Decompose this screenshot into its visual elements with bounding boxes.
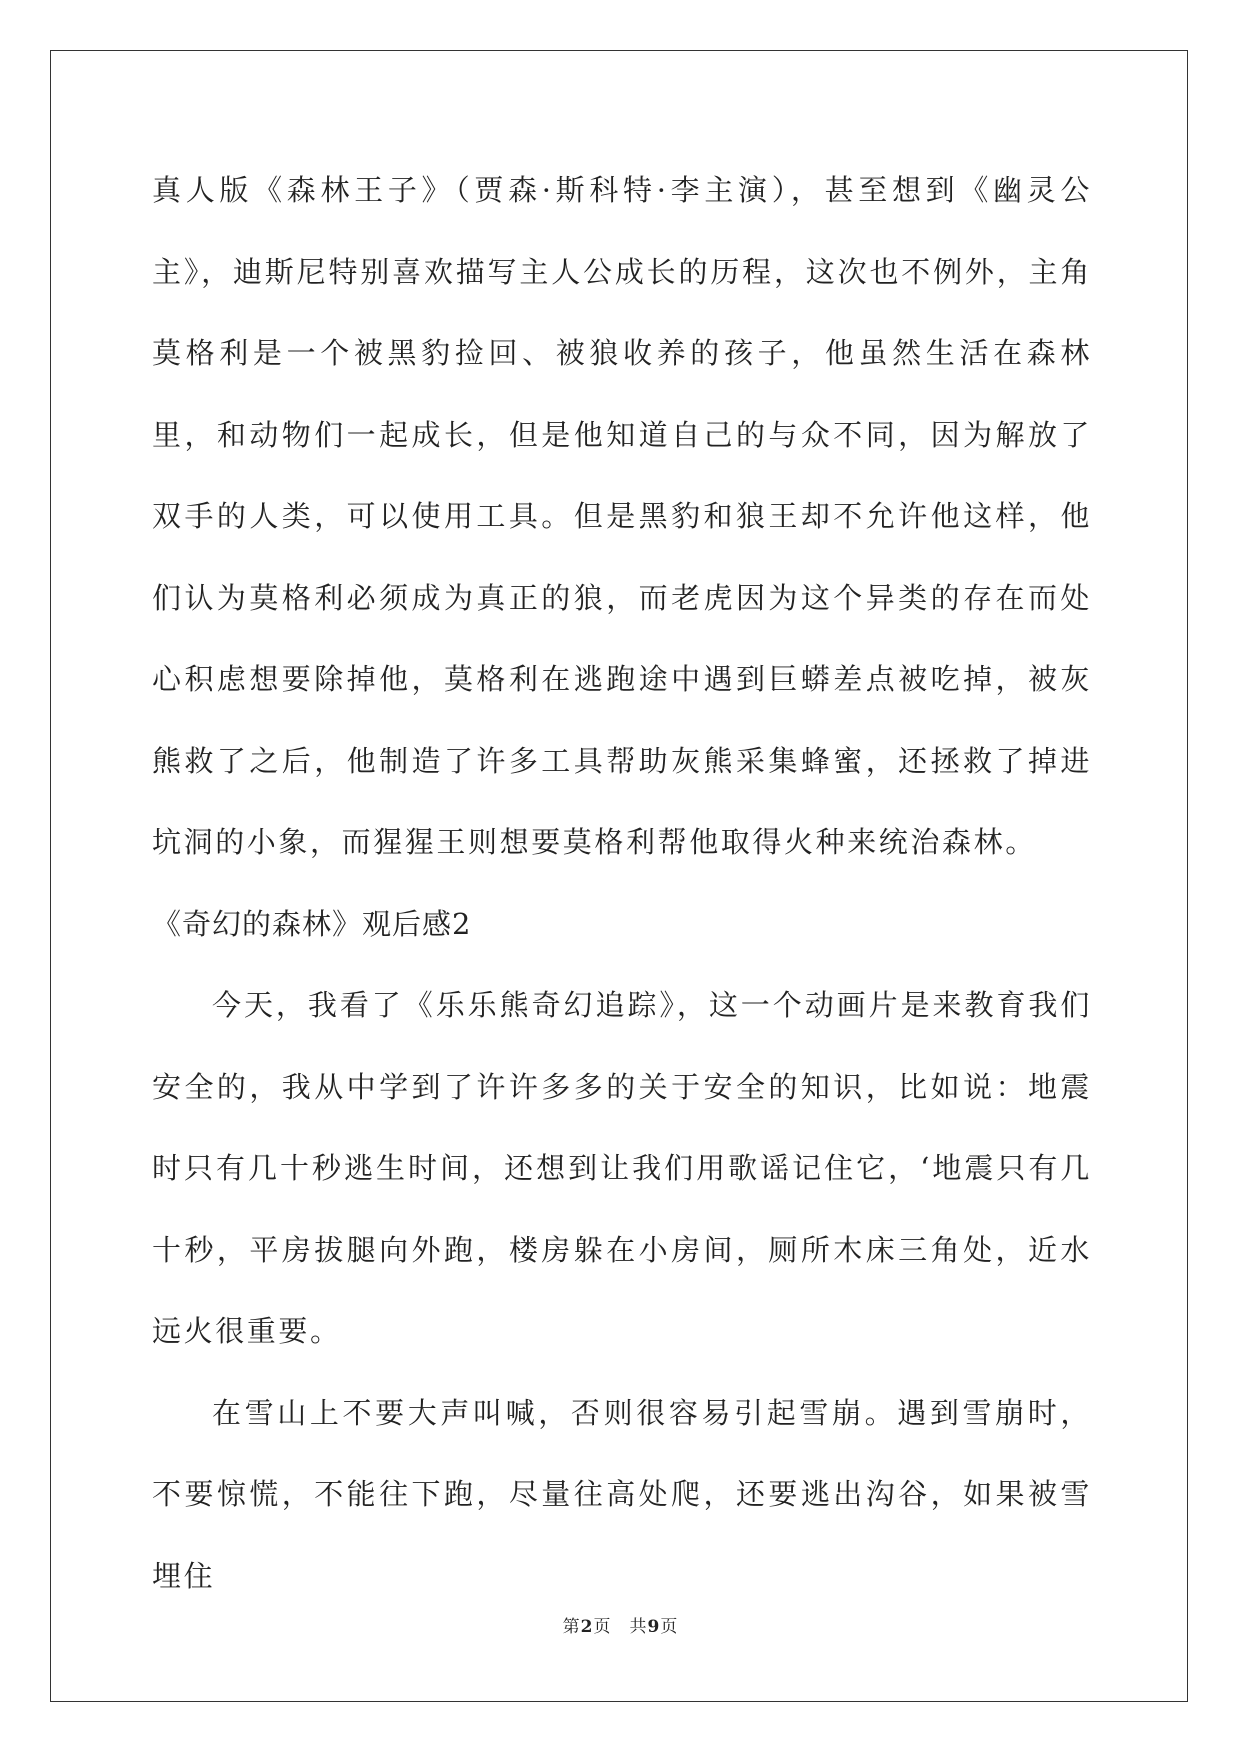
body-paragraph-2: 今天，我看了《乐乐熊奇幻追踪》，这一个动画片是来教育我们安全的，我从中学到了许许多多的关于安全的知识，比如说：地震时只有几十秒逃生时间，还想到让我们用歌谣记住它，‘地震只有几十秒，平房拔腿向外跑，楼房躲在小房间，厕所木床三角处，近水远火很重要。 (152, 988, 1092, 1348)
page-footer (0, 1612, 1241, 1637)
footer-prefix: 第 (562, 1617, 581, 1637)
footer-middle: 页 共 (593, 1617, 648, 1637)
total-page-number: 9 (647, 1617, 661, 1637)
document-body (152, 150, 1092, 1617)
current-page-number: 2 (580, 1617, 594, 1637)
footer-suffix: 页 (660, 1617, 679, 1637)
section-heading: 《奇幻的森林》观后感2 (152, 906, 472, 941)
body-paragraph-1: 真人版《森林王子》（贾森·斯科特·李主演），甚至想到《幽灵公主》，迪斯尼特别喜欢描写主人公成长的历程，这次也不例外，主角莫格利是一个被黑豹捡回、被狼收养的孩子，他虽然生活在森林里，和动物们一起成长，但是他知道自己的与众不同，因为解放了双手的人类，可以使用工具。但是黑豹和狼王却不允许他这样，他们认为莫格利必须成为真正的狼，而老虎因为这个异类的存在而处心积虑想要除掉他，莫格利在逃跑途中遇到巨蟒差点被吃掉，被灰熊救了之后，他制造了许多工具帮助灰熊采集蜂蜜，还拯救了掉进坑洞的小象，而猩猩王则想要莫格利帮他取得火种来统治森林。 (152, 173, 1092, 859)
body-paragraph-3: 在雪山上不要大声叫喊，否则很容易引起雪崩。遇到雪崩时，不要惊慌，不能往下跑，尽量往高处爬，还要逃出沟谷，如果被雪埋住 (152, 1395, 1092, 1593)
